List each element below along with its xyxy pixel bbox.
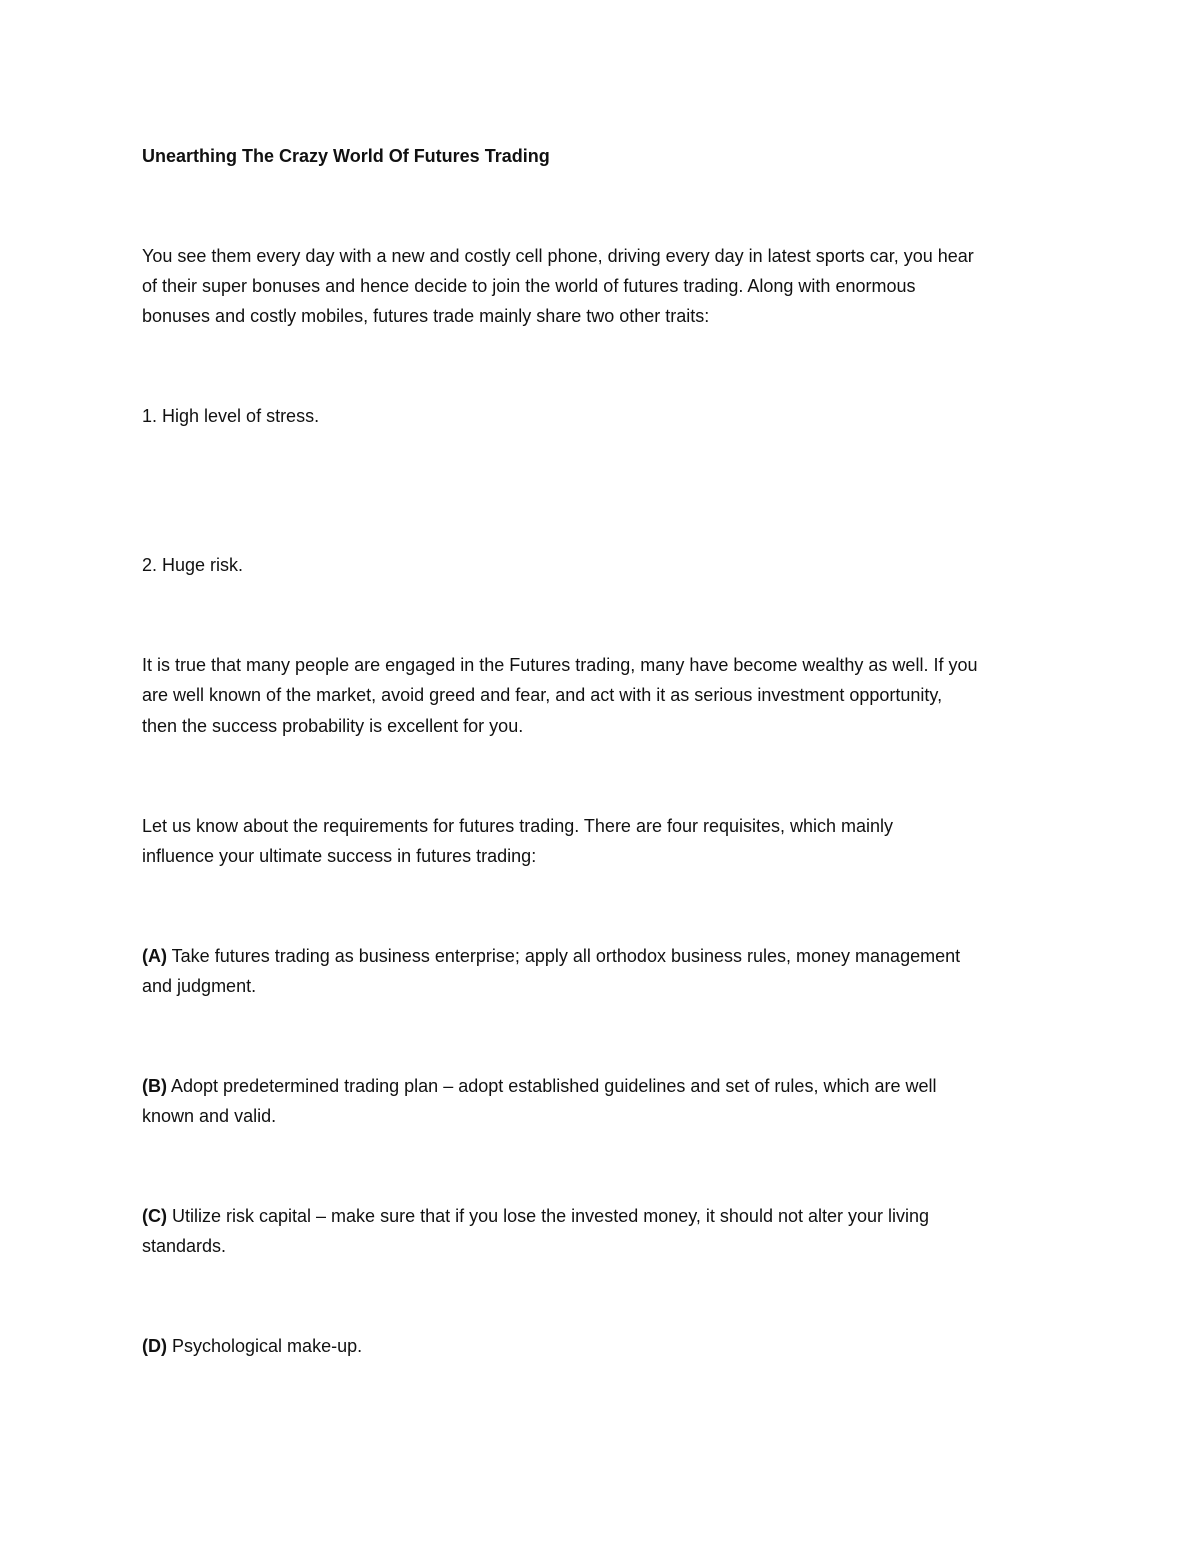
requisite-b-label: (B) (142, 1076, 167, 1096)
requisite-d-text: Psychological make-up. (167, 1336, 363, 1356)
truth-line-3: then the success probability is excellent for you. (142, 716, 524, 736)
requisite-b-line-2: known and valid. (142, 1106, 277, 1126)
intro-line-1: You see them every day with a new and costly cell phone, driving every day in latest sports car, you hear (142, 246, 974, 266)
requisite-c-line-1 (142, 1201, 1072, 1231)
requisite-c-text: Utilize risk capital – make sure that if you lose the invested money, it should not alter your living (167, 1206, 930, 1226)
requisite-c-label: (C) (142, 1206, 167, 1226)
intro-line-2: of their super bonuses and hence decide to join the world of futures trading. Along with enormous (142, 276, 916, 296)
requirements-line-1: Let us know about the requirements for futures trading. There are four requisites, which mainly (142, 816, 894, 836)
requisite-d-line-1 (142, 1331, 1072, 1361)
requisite-c-line-2: standards. (142, 1236, 227, 1256)
requisite-b-text: Adopt predetermined trading plan – adopt established guidelines and set of rules, which are well (167, 1076, 937, 1096)
requisite-d-label: (D) (142, 1336, 167, 1356)
intro-line-3: bonuses and costly mobiles, futures trade mainly share two other traits: (142, 306, 710, 326)
trait-item-2: 2. Huge risk. (142, 555, 244, 575)
requisite-b-line-1 (142, 1071, 1072, 1101)
truth-line-2: are well known of the market, avoid greed and fear, and act with it as serious investment opportunity, (142, 685, 943, 705)
requisite-a-line-2: and judgment. (142, 976, 257, 996)
requisite-a-line-1 (142, 941, 1072, 971)
document-title: Unearthing The Crazy World Of Futures Trading (142, 146, 550, 166)
requisite-a-label: (A) (142, 946, 167, 966)
trait-item-1: 1. High level of stress. (142, 406, 320, 426)
requisite-a-text: Take futures trading as business enterprise; apply all orthodox business rules, money management (167, 946, 961, 966)
requirements-line-2: influence your ultimate success in futures trading: (142, 846, 537, 866)
truth-line-1: It is true that many people are engaged in the Futures trading, many have become wealthy as well. If you (142, 655, 978, 675)
